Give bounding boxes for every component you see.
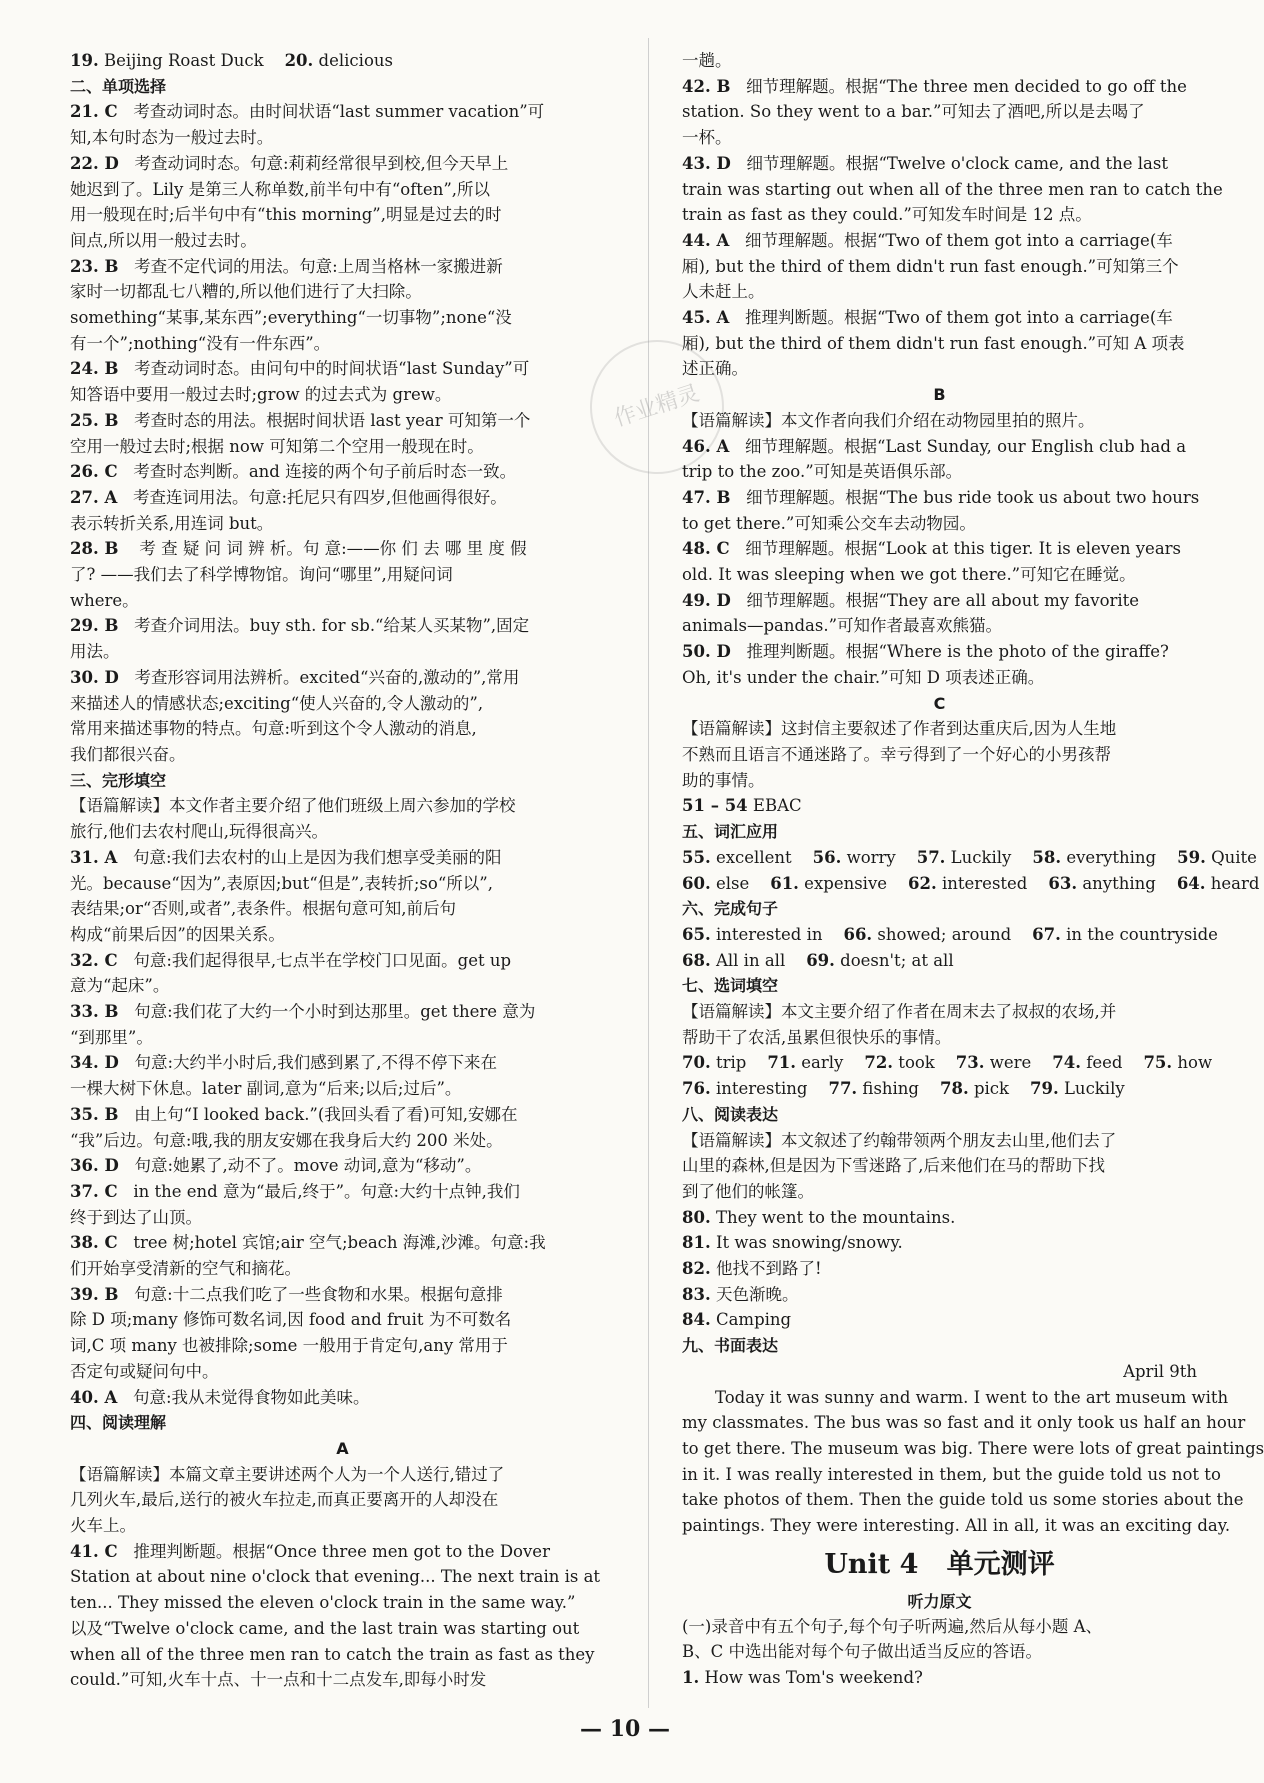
text-line: 光。because“因为”,表原因;but“但是”,表转折;so“所以”,: [70, 873, 493, 893]
text-line: 词,C 项 many 也被排除;some 一般用于肯定句,any 常用于: [70, 1336, 508, 1356]
text-line: 34. D 句意:大约半小时后,我们感到累了,不得不停下来在: [70, 1053, 498, 1073]
column-divider: [648, 38, 649, 1708]
watermark-stamp: 作业精灵: [573, 323, 742, 492]
text-line: 听力原文: [907, 1591, 972, 1611]
text-line: 80. They went to the mountains.: [682, 1207, 956, 1227]
text-line: 82. 他找不到路了!: [682, 1259, 822, 1279]
text-line: something“某事,某东西”;everything“一切事物”;none“没: [70, 308, 512, 328]
text-line: 人未赶上。: [682, 282, 765, 302]
text-line: 36. D 句意:她累了,动不了。move 动词,意为“移动”。: [70, 1156, 482, 1176]
left-column: [70, 48, 615, 1693]
text-line: 们开始享受清新的空气和摘花。: [70, 1259, 301, 1279]
text-line: where。: [70, 590, 139, 610]
text-line: paintings. They were interesting. All in all, it was an exciting day.: [682, 1516, 1231, 1536]
section-heading: 三、完形填空: [70, 770, 167, 790]
text-line: 终于到达了山顶。: [70, 1207, 202, 1227]
text-line: 47. B 细节理解题。根据“The bus ride took us about two hours: [682, 487, 1200, 507]
text-line: station. So they went to a bar.”可知去了酒吧,所以是去喝了: [682, 102, 1145, 122]
text-line: train as fast as they could.”可知发车时间是 12 点。: [682, 205, 1092, 225]
unit-title: Unit 4 单元测评: [824, 1548, 1055, 1580]
text-line: ten... They missed the eleven o'clock train in the same way.”: [70, 1593, 576, 1613]
text-line: 用一般现在时;后半句中有“this morning”,明显是过去的时: [70, 205, 502, 225]
text-line: 【语篇解读】本文叙述了约翰带领两个朋友去山里,他们去了: [682, 1130, 1117, 1150]
text-line: 39. B 句意:十二点我们吃了一些食物和水果。根据句意排: [70, 1284, 503, 1304]
text-line: 【语篇解读】本文作者主要介绍了他们班级上周六参加的学校: [70, 796, 516, 816]
text-line: to get there. The museum was big. There were lots of great paintings: [682, 1438, 1264, 1458]
text-line: 帮助干了农活,虽累但很快乐的事情。: [682, 1027, 952, 1047]
text-line: trip to the zoo.”可知是英语俱乐部。: [682, 462, 963, 482]
text-line: animals—pandas.”可知作者最喜欢熊猫。: [682, 616, 1003, 636]
text-line: take photos of them. Then the guide told us some stories about the: [682, 1490, 1244, 1510]
text-line: 65. interested in 66. showed; around 67. in the countryside: [682, 924, 1218, 944]
text-line: 厢), but the third of them didn't run fast enough.”可知 A 项表: [682, 333, 1185, 353]
text-line: 42. B 细节理解题。根据“The three men decided to go off the: [682, 76, 1187, 96]
passage-label: B: [933, 385, 946, 405]
passage-label: C: [933, 693, 946, 713]
text-line: Oh, it's under the chair.”可知 D 项表述正确。: [682, 667, 1045, 687]
page-number: — 10 —: [580, 1716, 670, 1742]
text-line: 用法。: [70, 642, 120, 662]
text-line: 55. excellent 56. worry 57. Luckily 58. everything 59. Quite: [682, 847, 1257, 867]
text-line: (一)录音中有五个句子,每个句子听两遍,然后从每小题 A、: [682, 1616, 1103, 1636]
text-line: 76. interesting 77. fishing 78. pick 79. Luckily: [682, 1079, 1125, 1099]
text-line: 41. C 推理判断题。根据“Once three men got to the Dover: [70, 1541, 550, 1561]
text-line: 一杯。: [682, 128, 732, 148]
text-line: 23. B 考查不定代词的用法。句意:上周当格林一家搬进新: [70, 256, 503, 276]
text-line: B、C 中选出能对每个句子做出适当反应的答语。: [682, 1642, 1042, 1662]
text-line: 19. Beijing Roast Duck 20. delicious: [70, 51, 393, 70]
text-line: 48. C 细节理解题。根据“Look at this tiger. It is eleven years: [682, 539, 1182, 559]
text-line: 山里的森林,但是因为下雪迷路了,后来他们在马的帮助下找: [682, 1156, 1105, 1176]
text-line: 44. A 细节理解题。根据“Two of them got into a carriage(车: [682, 230, 1173, 250]
text-line: 火车上。: [70, 1516, 136, 1536]
text-line: Station at about nine o'clock that evening... The next train is at: [70, 1567, 601, 1587]
text-line: 49. D 细节理解题。根据“They are all about my favorite: [682, 590, 1140, 610]
text-line: old. It was sleeping when we got there.”可知它在睡觉。: [682, 565, 1136, 585]
text-line: 家时一切都乱七八糟的,所以他们进行了大扫除。: [70, 282, 422, 302]
section-heading: 七、选词填空: [682, 976, 779, 996]
text-line: April 9th: [1123, 1361, 1197, 1381]
section-heading: 五、词汇应用: [682, 822, 779, 842]
text-line: 37. C in the end 意为“最后,终于”。句意:大约十点钟,我们: [70, 1181, 520, 1201]
text-line: 来描述人的情感状态;exciting“使人兴奋的,令人激动的”,: [70, 693, 484, 713]
text-line: 35. B 由上句“I looked back.”(我回头看了看)可知,安娜在: [70, 1104, 518, 1124]
text-line: when all of the three men ran to catch the train as fast as they: [70, 1644, 595, 1664]
text-line: 了? ——我们去了科学博物馆。询问“哪里”,用疑问词: [70, 565, 453, 585]
text-line: 常用来描述事物的特点。句意:听到这个令人激动的消息,: [70, 719, 477, 739]
text-line: in it. I was really interested in them, but the guide told us not to: [682, 1464, 1221, 1484]
section-heading: 八、阅读表达: [682, 1104, 779, 1124]
text-line: could.”可知,火车十点、十一点和十二点发车,即每小时发: [70, 1670, 487, 1690]
text-line: 46. A 细节理解题。根据“Last Sunday, our English club had a: [682, 436, 1187, 456]
text-line: 一趟。: [682, 51, 732, 70]
text-line: 【语篇解读】本篇文章主要讲述两个人为一个人送行,错过了: [70, 1464, 505, 1484]
text-line: 60. else 61. expensive 62. interested 63. anything 64. heard: [682, 873, 1260, 893]
text-line: 45. A 推理判断题。根据“Two of them got into a carriage(车: [682, 308, 1173, 328]
text-line: my classmates. The bus was so fast and it only took us half an hour: [682, 1413, 1246, 1433]
text-line: 84. Camping: [682, 1310, 792, 1330]
passage-label: A: [336, 1438, 349, 1458]
right-column: [682, 48, 1264, 1691]
text-line: 知答语中要用一般过去时;grow 的过去式为 grew。: [70, 385, 452, 405]
text-line: Today it was sunny and warm. I went to the art museum with: [715, 1387, 1229, 1407]
text-line: 表示转折关系,用连词 but。: [70, 513, 274, 533]
text-line: 51 – 54 EBAC: [682, 796, 802, 816]
text-line: “我”后边。句意:哦,我的朋友安娜在我身后大约 200 米处。: [70, 1130, 503, 1150]
text-line: 25. B 考查时态的用法。根据时间状语 last year 可知第一个: [70, 410, 531, 430]
text-line: 【语篇解读】本文主要介绍了作者在周末去了叔叔的农场,并: [682, 1002, 1117, 1022]
text-line: 述正确。: [682, 359, 748, 379]
text-line: 厢), but the third of them didn't run fast enough.”可知第三个: [682, 256, 1179, 276]
text-line: 表结果;or“否则,或者”,表条件。根据句意可知,前后句: [70, 899, 456, 919]
text-line: 几列火车,最后,送行的被火车拉走,而真正要离开的人却没在: [70, 1490, 499, 1510]
text-line: 到了他们的帐篷。: [682, 1181, 814, 1201]
section-heading: 九、书面表达: [682, 1336, 779, 1356]
text-line: 知,本句时态为一般过去时。: [70, 128, 274, 148]
text-line: 40. A 句意:我从未觉得食物如此美味。: [70, 1387, 370, 1407]
text-line: 一棵大树下休息。later 副词,意为“后来;以后;过后”。: [70, 1079, 462, 1099]
text-line: 24. B 考查动词时态。由问句中的时间状语“last Sunday”可: [70, 359, 530, 379]
text-line: 意为“起床”。: [70, 976, 170, 996]
text-line: 不熟而且语言不通迷路了。幸亏得到了一个好心的小男孩帮: [682, 744, 1111, 764]
text-line: 否定句或疑问句中。: [70, 1361, 219, 1381]
text-line: 以及“Twelve o'clock came, and the last train was starting out: [70, 1618, 580, 1638]
text-line: 38. C tree 树;hotel 宾馆;air 空气;beach 海滩,沙滩。句意:我: [70, 1233, 546, 1253]
text-line: 68. All in all 69. doesn't; at all: [682, 950, 954, 970]
text-line: 助的事情。: [682, 770, 765, 790]
text-line: 1. How was Tom's weekend?: [682, 1668, 923, 1688]
section-heading: 二、单项选择: [70, 76, 167, 96]
text-line: 22. D 考查动词时态。句意:莉莉经常很早到校,但今天早上: [70, 153, 509, 173]
text-line: to get there.”可知乘公交车去动物园。: [682, 513, 976, 533]
text-line: 有一个”;nothing“没有一件东西”。: [70, 333, 331, 353]
section-heading: 六、完成句子: [682, 899, 779, 919]
text-line: 构成“前果后因”的因果关系。: [70, 924, 285, 944]
section-heading: 四、阅读理解: [70, 1413, 167, 1433]
text-line: 30. D 考查形容词用法辨析。excited“兴奋的,激动的”,常用: [70, 667, 520, 687]
text-line: 50. D 推理判断题。根据“Where is the photo of the giraffe?: [682, 642, 1169, 662]
text-line: 除 D 项;many 修饰可数名词,因 food and fruit 为不可数名: [70, 1310, 512, 1330]
text-line: 81. It was snowing/snowy.: [682, 1233, 903, 1253]
text-line: 70. trip 71. early 72. took 73. were 74. feed 75. how: [682, 1053, 1213, 1073]
text-line: 旅行,他们去农村爬山,玩得很高兴。: [70, 822, 328, 842]
text-line: 27. A 考查连词用法。句意:托尼只有四岁,但他画得很好。: [70, 487, 507, 507]
text-line: 33. B 句意:我们花了大约一个小时到达那里。get there 意为: [70, 1002, 536, 1022]
text-line: 43. D 细节理解题。根据“Twelve o'clock came, and the last: [682, 153, 1168, 173]
text-line: 我们都很兴奋。: [70, 744, 186, 764]
text-line: “到那里”。: [70, 1027, 153, 1047]
text-line: train was starting out when all of the three men ran to catch the: [682, 179, 1223, 199]
text-line: 【语篇解读】本文作者向我们介绍在动物园里拍的照片。: [682, 410, 1095, 430]
text-line: 空用一般过去时;根据 now 可知第二个空用一般现在时。: [70, 436, 484, 456]
text-line: 26. C 考查时态判断。and 连接的两个句子前后时态一致。: [70, 462, 517, 482]
text-line: 28. B 考 查 疑 问 词 辨 析。句 意:——你 们 去 哪 里 度 假: [70, 539, 527, 559]
text-line: 32. C 句意:我们起得很早,七点半在学校门口见面。get up: [70, 950, 512, 970]
text-line: 她迟到了。Lily 是第三人称单数,前半句中有“often”,所以: [70, 179, 491, 199]
text-line: 间点,所以用一般过去时。: [70, 230, 257, 250]
text-line: 21. C 考查动词时态。由时间状语“last summer vacation”可: [70, 102, 545, 122]
text-line: 31. A 句意:我们去农村的山上是因为我们想享受美丽的阳: [70, 847, 502, 867]
text-line: 29. B 考查介词用法。buy sth. for sb.“给某人买某物”,固定: [70, 616, 530, 636]
text-line: 【语篇解读】这封信主要叙述了作者到达重庆后,因为人生地: [682, 719, 1117, 739]
text-line: 83. 天色渐晚。: [682, 1284, 799, 1304]
